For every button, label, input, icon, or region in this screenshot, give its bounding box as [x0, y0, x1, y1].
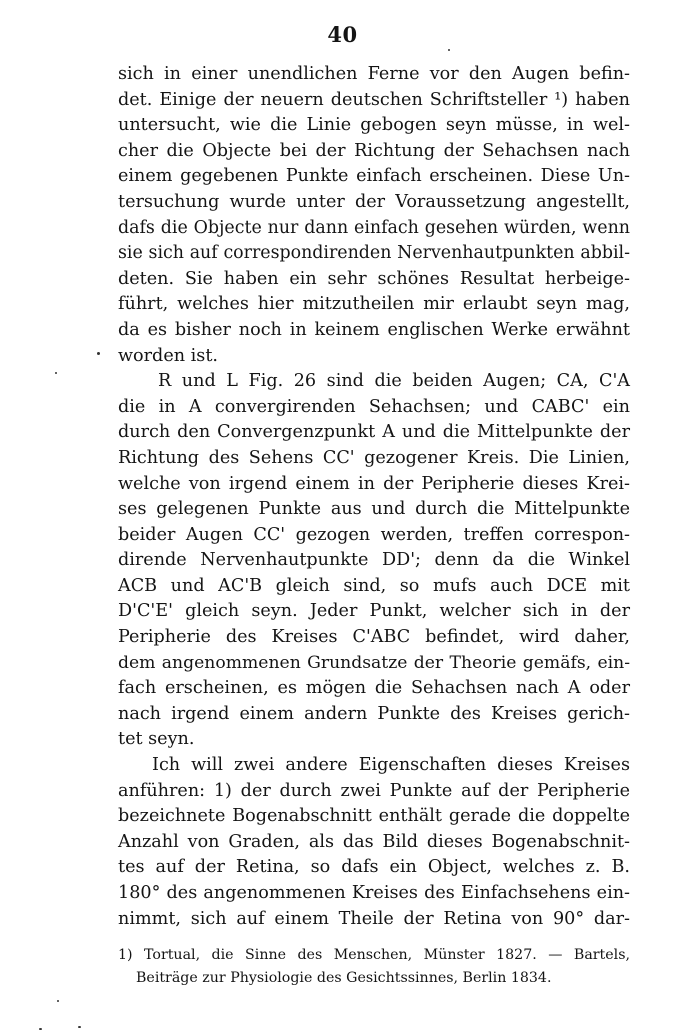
text-line: da es bisher noch in keinem englischen Werke erwähnt [118, 319, 630, 340]
text-line: einem gegebenen Punkte einfach erscheinen. Diese Un- [118, 166, 630, 187]
text-line: die in A convergirenden Sehachsen; und CABC' ein [118, 396, 630, 417]
text-line: tersuchung wurde unter der Voraussetzung angestellt, [118, 191, 630, 212]
text-line: dirende Nervenhautpunkte DD'; denn da die Winkel [118, 550, 630, 571]
text-line: tes auf der Retina, so dafs ein Object, welches z. B. [118, 857, 630, 878]
text-line: 180° des angenommenen Kreises des Einfachsehens ein- [118, 883, 630, 903]
text-line: D'C'E' gleich seyn. Jeder Punkt, welcher sich in der [118, 601, 630, 622]
text-line: anführen: 1) der durch zwei Punkte auf der Peripherie [118, 780, 630, 801]
text-line: sich in einer unendlichen Ferne vor den Augen befin- [118, 64, 630, 84]
text-line: tet seyn. [118, 729, 195, 750]
text-line: führt, welches hier mitzutheilen mir erlaubt seyn mag, [118, 294, 630, 315]
text-line: worden ist. [118, 345, 218, 366]
text-line: Richtung des Sehens CC' gezogener Kreis. Die Linien, [118, 447, 630, 468]
text-line: durch den Convergenzpunkt A und die Mittelpunkte der [118, 422, 630, 443]
page-number: 40 [327, 22, 358, 47]
footnote-line: 1) Tortual, die Sinne des Menschen, Münster 1827. — Bartels, [118, 947, 630, 963]
text-line: Ich will zwei andere Eigenschaften dieses Kreises [152, 755, 630, 776]
text-line: bezeichnete Bogenabschnitt enthält gerade die doppelte [118, 806, 630, 827]
text-line: nach irgend einem andern Punkte des Kreises gerich- [118, 703, 630, 724]
body-text [118, 62, 630, 932]
text-line: ses gelegenen Punkte aus und durch die Mittelpunkte [118, 499, 630, 520]
footnotes [118, 944, 630, 990]
text-line: Anzahl von Graden, als das Bild dieses Bogenabschnit- [118, 831, 630, 852]
text-line: cher die Objecte bei der Richtung der Sehachsen nach [118, 140, 630, 161]
text-line: ACB und AC'B gleich sind, so mufs auch DCE mit [118, 575, 630, 596]
text-line: nimmt, sich auf einem Theile der Retina von 90° dar- [118, 908, 630, 929]
text-line: beider Augen CC' gezogen werden, treffen correspon- [118, 524, 630, 545]
text-line: untersucht, wie die Linie gebogen seyn müsse, in wel- [118, 115, 630, 136]
text-line: dafs die Objecte nur dann einfach gesehen würden, wenn [118, 217, 630, 238]
text-line: fach erscheinen, es mögen die Sehachsen nach A oder [118, 678, 630, 699]
text-line: R und L Fig. 26 sind die beiden Augen; CA, C'A [158, 371, 630, 392]
text-line: det. Einige der neuern deutschen Schriftsteller ¹) haben [118, 89, 630, 110]
text-line: welche von irgend einem in der Peripherie dieses Krei- [118, 473, 630, 494]
text-line: Peripherie des Kreises C'ABC befindet, wird daher, [118, 627, 630, 648]
footnote-line: Beiträge zur Physiologie des Gesichtssinnes, Berlin 1834. [136, 970, 552, 986]
text-line: sie sich auf correspondirenden Nervenhautpunkten abbil- [118, 243, 630, 264]
text-line: dem angenommenen Grundsatze der Theorie gemäfs, ein- [118, 652, 630, 673]
text-line: deten. Sie haben ein sehr schönes Resultat herbeige- [118, 268, 630, 289]
